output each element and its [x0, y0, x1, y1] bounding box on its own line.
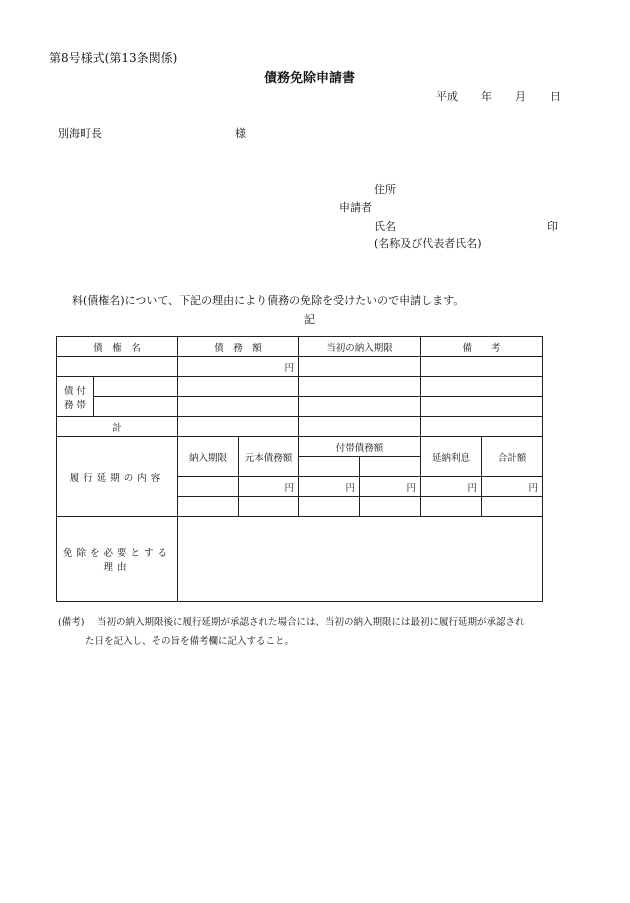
joint-debtor-name-2[interactable] [94, 397, 178, 417]
joint-debtor-amount-1[interactable] [178, 377, 299, 397]
date-day: 日 [550, 90, 561, 103]
date-year: 年 [481, 90, 492, 103]
header-claim-name: 債 権 名 [57, 337, 178, 357]
ext-header-interest: 延納利息 [421, 437, 482, 477]
joint-debtor-label-line2: 務 帯 [63, 399, 87, 411]
ext-incidental-sub-2[interactable] [360, 457, 421, 477]
ext-sum-cell-2[interactable] [482, 497, 543, 517]
joint-debtor-remarks-1[interactable] [421, 377, 543, 397]
joint-debtor-label [57, 377, 94, 417]
header-remarks: 備 考 [421, 337, 543, 357]
total-due[interactable] [299, 417, 421, 437]
ext-incidental-cell-2a[interactable] [299, 497, 360, 517]
date-month: 月 [515, 90, 526, 103]
joint-debtor-due-1[interactable] [299, 377, 421, 397]
ext-sum-yen: 円 [482, 477, 543, 497]
total-remarks[interactable] [421, 417, 543, 437]
address-label: 住所 [374, 183, 396, 196]
document-title: 債務免除申請書 [264, 71, 356, 86]
ext-principal-yen: 円 [239, 477, 299, 497]
addressee-name: 別海町長 [58, 127, 102, 140]
joint-debtor-amount-2[interactable] [178, 397, 299, 417]
reason-cell[interactable] [178, 517, 543, 602]
claim-name-cell[interactable] [57, 357, 178, 377]
ext-due-cell-1[interactable] [178, 477, 239, 497]
ext-incidental-yen-2: 円 [360, 477, 421, 497]
joint-debtor-due-2[interactable] [299, 397, 421, 417]
header-debt-amount: 債 務 額 [178, 337, 299, 357]
ki-label: 記 [304, 313, 315, 326]
application-table [56, 336, 543, 602]
ext-incidental-yen-1: 円 [299, 477, 360, 497]
body-text: 料(債権名)について、下記の理由により債務の免除を受けたいので申請します。 [72, 294, 465, 307]
ext-incidental-sub-1[interactable] [299, 457, 360, 477]
ext-principal-cell-2[interactable] [239, 497, 299, 517]
form-number: 第8号様式(第13条関係) [49, 51, 178, 65]
seal-mark: 印 [547, 220, 558, 233]
note-line-2: た日を記入し、その旨を備考欄に記入すること。 [85, 636, 295, 647]
addressee-honorific: 様 [235, 127, 246, 140]
ext-header-due: 納入期限 [178, 437, 239, 477]
joint-debtor-name-1[interactable] [94, 377, 178, 397]
note-line-1: 当初の納入期限後に履行延期が承認された場合には、当初の納入期限には最初に履行延期が承認され [97, 617, 525, 628]
date-era: 平成 [436, 90, 458, 103]
total-label: 計 [57, 417, 178, 437]
ext-interest-yen: 円 [421, 477, 482, 497]
ext-header-sum: 合計額 [482, 437, 543, 477]
name-label: 氏名 [374, 220, 396, 233]
ext-interest-cell-2[interactable] [421, 497, 482, 517]
ext-header-principal: 元本債務額 [239, 437, 299, 477]
extension-label: 履行延期の内容 [57, 437, 178, 517]
ext-header-incidental: 付帯債務額 [299, 437, 421, 457]
total-amount[interactable] [178, 417, 299, 437]
name-note: (名称及び代表者氏名) [374, 237, 482, 250]
applicant-label: 申請者 [339, 201, 372, 214]
remarks-cell[interactable] [421, 357, 543, 377]
debt-amount-yen: 円 [178, 357, 299, 377]
note-label: (備考) [58, 617, 85, 628]
joint-debtor-remarks-2[interactable] [421, 397, 543, 417]
ext-incidental-cell-2b[interactable] [360, 497, 421, 517]
reason-label: 免除を必要とする理由 [57, 517, 178, 602]
original-due-cell[interactable] [299, 357, 421, 377]
ext-due-cell-2[interactable] [178, 497, 239, 517]
joint-debtor-label-line1: 債 付 [63, 385, 87, 397]
header-original-due: 当初の納入期限 [299, 337, 421, 357]
